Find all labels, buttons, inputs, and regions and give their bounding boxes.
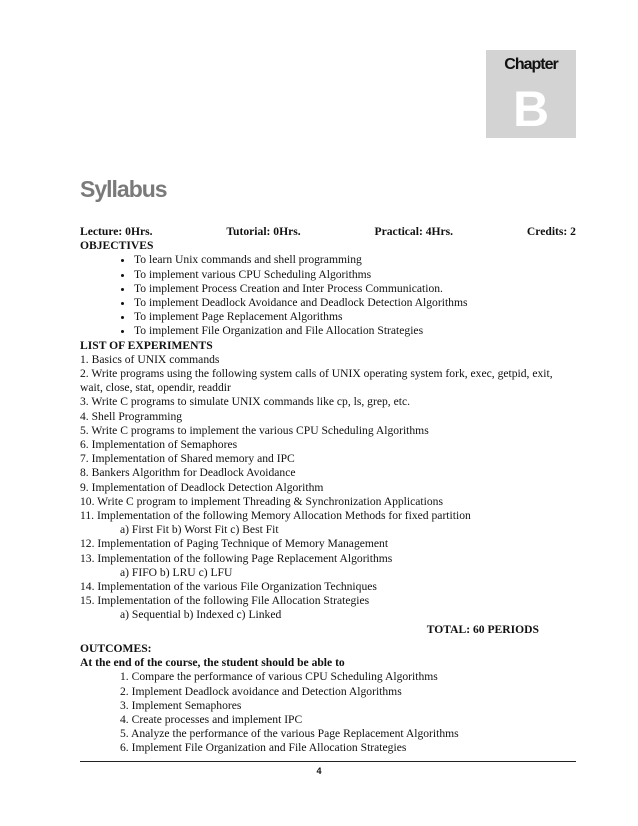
practical-hours: Practical: 4Hrs. <box>374 225 454 238</box>
outcomes-heading: OUTCOMES: <box>80 641 152 655</box>
syllabus-content <box>80 225 576 756</box>
experiment-line: 2. Write programs using the following system calls of UNIX operating system fork, exec, getpid, exit, <box>80 367 553 381</box>
objective-item: • To implement Page Replacement Algorithms <box>134 310 576 324</box>
credits: Credits: 2 <box>526 225 576 238</box>
objective-item: • To implement File Organization and File Allocation Strategies <box>134 324 576 338</box>
experiment-subline: a) First Fit b) Worst Fit c) Best Fit <box>120 523 279 537</box>
chapter-badge <box>486 50 576 138</box>
experiment-line: 7. Implementation of Shared memory and IPC <box>80 452 295 466</box>
experiment-line: 6. Implementation of Semaphores <box>80 438 238 452</box>
experiment-line: 3. Write C programs to simulate UNIX commands like cp, ls, grep, etc. <box>80 395 410 409</box>
experiment-line: wait, close, stat, opendir, readdir <box>80 381 231 395</box>
lecture-hours: Lecture: 0Hrs. <box>80 225 153 238</box>
experiment-line: 15. Implementation of the following File Allocation Strategies <box>80 594 370 608</box>
experiment-line: 5. Write C programs to implement the various CPU Scheduling Algorithms <box>80 423 429 437</box>
chapter-label: Chapter <box>504 56 558 73</box>
experiment-line: 10. Write C program to implement Threading & Synchronization Applications <box>80 494 443 508</box>
experiment-subline: a) FIFO b) LRU c) LFU <box>120 565 233 579</box>
objective-item: • To learn Unix commands and shell programming <box>134 253 576 267</box>
experiment-line: 14. Implementation of the various File Organization Techniques <box>80 580 377 594</box>
footer-divider <box>80 761 576 762</box>
experiment-line: 13. Implementation of the following Page Replacement Algorithms <box>80 551 393 565</box>
experiment-line: 11. Implementation of the following Memory Allocation Methods for fixed partition <box>80 509 471 523</box>
experiment-line: 8. Bankers Algorithm for Deadlock Avoidance <box>80 466 296 480</box>
outcome-item: 6. Implement File Organization and File Allocation Strategies <box>120 741 407 755</box>
experiment-line: 12. Implementation of Paging Technique of Memory Management <box>80 537 389 551</box>
objectives-heading: OBJECTIVES <box>80 239 154 253</box>
objective-item: • To implement various CPU Scheduling Algorithms <box>134 268 576 282</box>
course-hours-row <box>80 225 576 239</box>
outcomes-intro: At the end of the course, the student should be able to <box>80 656 345 670</box>
experiment-line: 1. Basics of UNIX commands <box>80 352 220 366</box>
outcome-item: 3. Implement Semaphores <box>120 698 242 712</box>
experiment-subline: a) Sequential b) Indexed c) Linked <box>120 608 282 622</box>
chapter-letter: B <box>512 81 550 137</box>
outcome-item: 5. Analyze the performance of the various Page Replacement Algorithms <box>120 727 459 741</box>
experiment-line: 4. Shell Programming <box>80 409 183 423</box>
tutorial-hours: Tutorial: 0Hrs. <box>226 225 301 238</box>
page-title: Syllabus <box>80 176 167 202</box>
outcome-item: 1. Compare the performance of various CPU Scheduling Algorithms <box>120 670 438 684</box>
total-periods: TOTAL: 60 PERIODS <box>426 622 539 636</box>
objectives-list <box>80 253 576 338</box>
outcome-item: 4. Create processes and implement IPC <box>120 712 303 726</box>
objective-item: • To implement Process Creation and Inter Process Communication. <box>134 282 576 296</box>
outcome-item: 2. Implement Deadlock avoidance and Detection Algorithms <box>120 684 402 698</box>
page-number: 4 <box>316 766 322 776</box>
experiment-line: 9. Implementation of Deadlock Detection Algorithm <box>80 480 324 494</box>
objective-item: • To implement Deadlock Avoidance and Deadlock Detection Algorithms <box>134 296 576 310</box>
experiments-heading: LIST OF EXPERIMENTS <box>80 338 213 352</box>
